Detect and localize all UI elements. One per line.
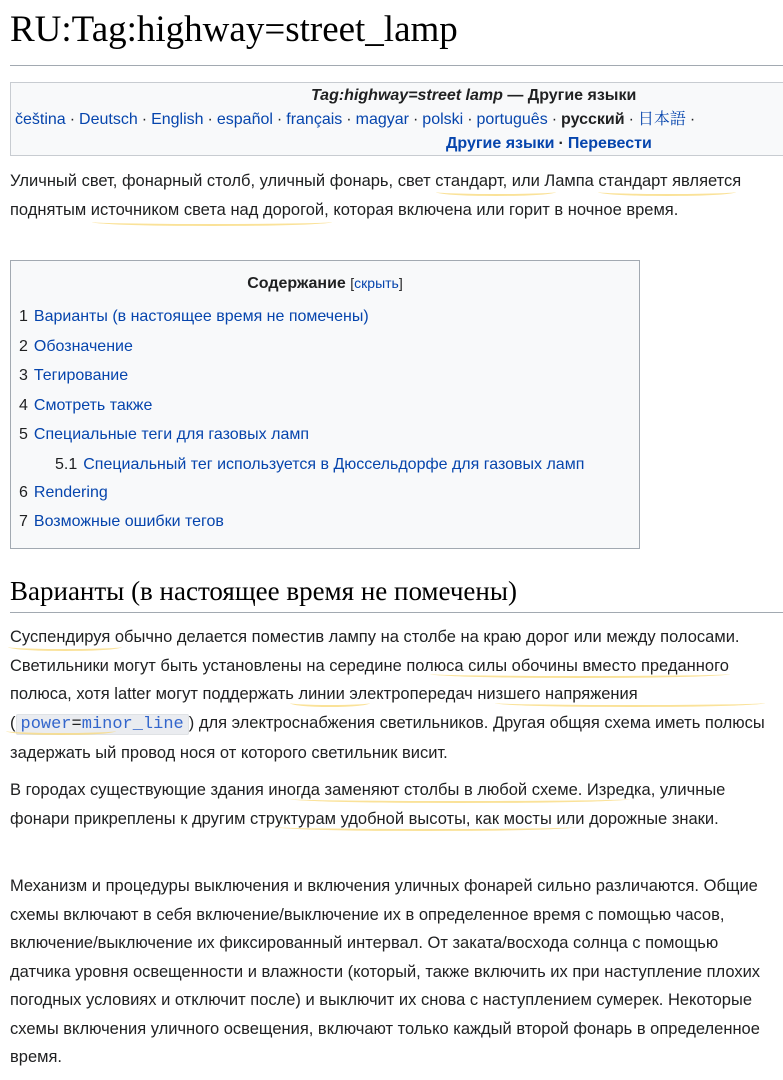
language-list [15,109,699,131]
toc-link[interactable]: Тегирование [33,367,129,384]
lang-current-ru: русский [561,111,625,128]
toc-item[interactable] [19,423,584,453]
lang-link-cs[interactable]: čeština [15,111,66,128]
highlight-mark [598,188,736,196]
highlight-mark [92,218,332,226]
toc-item[interactable] [19,305,584,335]
paragraph-3: Механизм и процедуры выключения и включения уличных фонарей сильно различаются. Общие схемы включают в себя включение/выключение их в определенное время с помощью часов, включение/выключение их фиксированный интервал. От заката/восхода солнца с помощью датчика уровня освещенности и влажности (который, также включить их при наступление плохих погодных условиях и отключит после) и выключит их снова с наступлением сумерек. Некоторые схемы включения уличного освещения, включают только каждый второй фонарь в определенное время. [10,877,761,1066]
toc-link[interactable]: Варианты (в настоящее время не помечены) [33,308,369,325]
toc-link[interactable]: Rendering [33,483,108,501]
lang-link-en[interactable]: English [151,111,204,128]
toc-header [11,275,639,293]
tag-value: minor_line [81,714,184,734]
highlight-mark [436,188,556,196]
language-box-footer [446,133,652,155]
highlight-mark [290,795,630,803]
separator-dot: · [69,111,76,128]
toc-link[interactable]: Смотреть также [33,396,153,414]
toc-number: 2 [19,337,28,355]
separator-dot: · [689,111,696,128]
tag-equals: = [71,714,82,734]
language-box-header [311,85,636,107]
separator-dot: · [551,111,558,128]
toc-item[interactable] [19,481,584,511]
separator-dot: · [467,111,473,128]
toc-number: 1 [19,308,28,325]
lang-link-pl[interactable]: polski [422,111,464,128]
lang-link-ja[interactable]: 日本語 [637,111,686,128]
separator-dot: · [207,111,213,128]
toc-link[interactable]: Возможные ошибки тегов [33,513,224,530]
table-of-contents [10,260,640,549]
lang-link-hu[interactable]: magyar [355,111,409,128]
toc-item[interactable] [19,510,584,540]
tag-key: power [20,714,72,734]
highlight-mark [430,670,730,678]
intro-text-2: , или [502,172,545,190]
toc-number: 6 [19,483,28,501]
page-title: RU:Tag:highway=street_lamp [10,9,458,50]
language-box-tag: Tag:highway=street lamp [311,87,503,104]
language-box-header-suffix: — Другие языки [502,87,637,104]
toc-item[interactable] [19,335,584,365]
toc-link[interactable]: Обозначение [33,337,133,355]
separator-dot: · [141,111,148,128]
toc-list [19,305,584,540]
paragraph-1 [10,623,770,768]
translate-link[interactable]: Перевести [567,135,652,152]
paragraph-1-text-1: Суспендируя обычно делается поместив лампу на столбе на краю дорог или между полосами. Светильники могут быть установлены на середине полюса силы обочины вместо преданного полюса, хотя latter могут поддержать линии электропередач низшего напряжения ( [10,628,740,732]
other-languages-link[interactable]: Другие языки [446,135,555,152]
intro-text-3: является поднятым источником света над дорогой, которая включена или горит в ночное время. [10,172,742,219]
separator-dot: · [628,111,634,128]
highlight-mark [6,727,116,735]
section-divider [10,612,783,613]
toc-number: 5.1 [55,455,78,473]
lang-link-de[interactable]: Deutsch [79,111,138,128]
section-heading: Варианты (в настоящее время не помечены) [10,576,517,606]
highlight-mark [276,823,576,831]
toc-item[interactable] [19,364,584,394]
lang-link-es[interactable]: español [216,111,273,128]
toc-bracket-open: [ [350,275,355,291]
highlight-mark [290,699,370,707]
intro-term-1: свет стандарт [397,172,503,190]
toc-number: 3 [19,367,28,384]
paragraph-2: В городах существующие здания иногда заменяют столбы в любой схеме. Изредка, уличные фонари прикреплены к другим структурам удобной высоты, как мосты или дорожные знаки. [10,781,726,828]
separator-dot: · [412,111,419,128]
separator-dot: · [558,135,564,152]
toc-hide-link[interactable]: скрыть [354,275,399,291]
toc-link[interactable]: Специальные теги для газовых ламп [33,426,310,443]
toc-item[interactable] [19,394,584,424]
language-box [10,82,783,156]
toc-number: 7 [19,513,28,530]
intro-text-1: Уличный свет, фонарный столб, уличный фонарь, [10,172,398,190]
paragraph-1-text-2: ) для электроснабжения светильников. Другая общяя схема иметь полюсы задержать ый провод нося от которого светильник висит. [10,713,765,762]
highlight-mark [495,699,765,707]
toc-number: 5 [19,426,28,443]
toc-bracket-close: ] [398,275,403,291]
toc-toggle [350,275,402,291]
toc-subitem[interactable] [19,453,584,481]
toc-title: Содержание [247,275,346,292]
lang-link-fr[interactable]: français [286,111,343,128]
title-divider [10,65,783,66]
toc-link[interactable]: Специальный тег используется в Дюссельдорфе для газовых ламп [83,455,585,473]
highlight-mark [8,643,122,651]
separator-dot: · [346,111,352,128]
toc-number: 4 [19,396,28,414]
lang-link-pt[interactable]: português [476,111,548,128]
separator-dot: · [276,111,283,128]
intro-term-2: Лампа стандарт [544,172,668,190]
